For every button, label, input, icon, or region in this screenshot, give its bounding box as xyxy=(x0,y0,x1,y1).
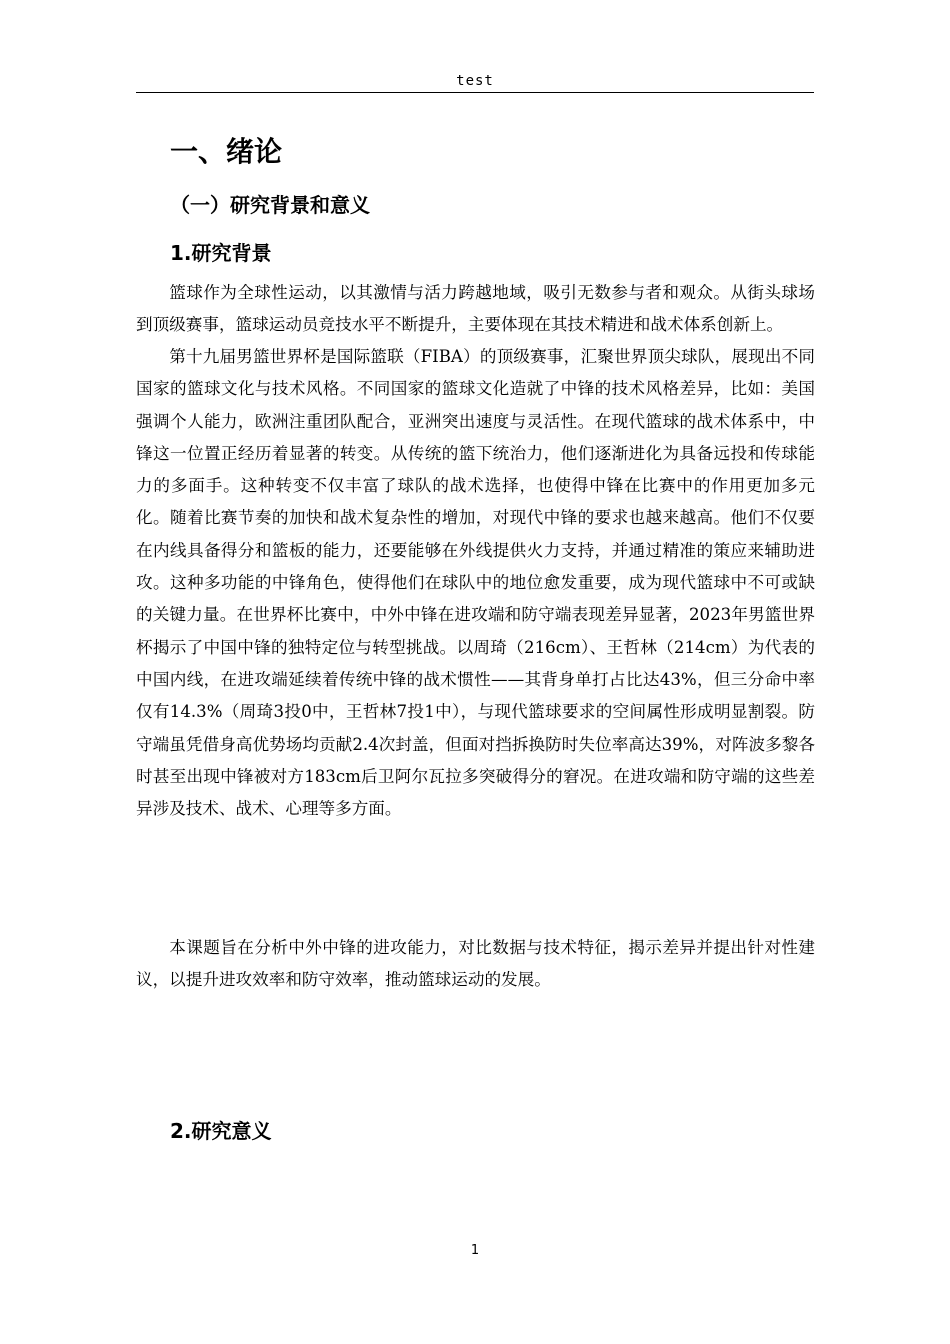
header-divider xyxy=(136,92,814,93)
page-number: 1 xyxy=(470,1243,480,1258)
section-title: （一）研究背景和意义 xyxy=(170,193,370,217)
paragraph: 本课题旨在分析中外中锋的进攻能力，对比数据与技术特征，揭示差异并提出针对性建议，以提升进攻效率和防守效率，推动篮球运动的发展。 xyxy=(136,938,815,990)
subsection-title-significance: 2.研究意义 xyxy=(170,1119,272,1143)
subsection-title-background: 1.研究背景 xyxy=(170,241,272,265)
paragraph: 第十九届男篮世界杯是国际篮联（FIBA）的顶级赛事，汇聚世界顶尖球队，展现出不同国家的篮球文化与技术风格。不同国家的篮球文化造就了中锋的技术风格差异，比如：美国强调个人能力，欧洲注重团队配合，亚洲突出速度与灵活性。在现代篮球的战术体系中，中锋这一位置正经历着显著的转变。从传统的篮下统治力，他们逐渐进化为具备远投和传球能力的多面手。这种转变不仅丰富了球队的战术选择，也使得中锋在比赛中的作用更加多元化。随着比赛节奏的加快和战术复杂性的增加，对现代中锋的要求也越来越高。他们不仅要在内线具备得分和篮板的能力，还要能够在外线提供火力支持，并通过精准的策应来辅助进攻。这种多功能的中锋角色，使得他们在球队中的地位愈发重要，成为现代篮球中不可或缺的关键力量。在世界杯比赛中，中外中锋在进攻端和防守端表现差异显著，2023年男篮世界杯揭示了中国中锋的独特定位与转型挑战。以周琦（216cm）、王哲林（214cm）为代表的中国内线，在进攻端延续着传统中锋的战术惯性——其背身单打占比达43%，但三分命中率仅有14.3%（周琦3投0中，王哲林7投1中），与现代篮球要求的空间属性形成明显割裂。防守端虽凭借身高优势场均贡献2.4次封盖，但面对挡拆换防时失位率高达39%，对阵波多黎各时甚至出现中锋被对方183cm后卫阿尔瓦拉多突破得分的窘况。在进攻端和防守端的这些差异涉及技术、战术、心理等多方面。 xyxy=(136,347,815,819)
chapter-title: 一、绪论 xyxy=(170,135,283,168)
paragraph: 篮球作为全球性运动，以其激情与活力跨越地域，吸引无数参与者和观众。从街头球场到顶级赛事，篮球运动员竞技水平不断提升，主要体现在其技术精进和战术体系创新上。 xyxy=(136,283,815,335)
page-header: test xyxy=(456,73,494,89)
